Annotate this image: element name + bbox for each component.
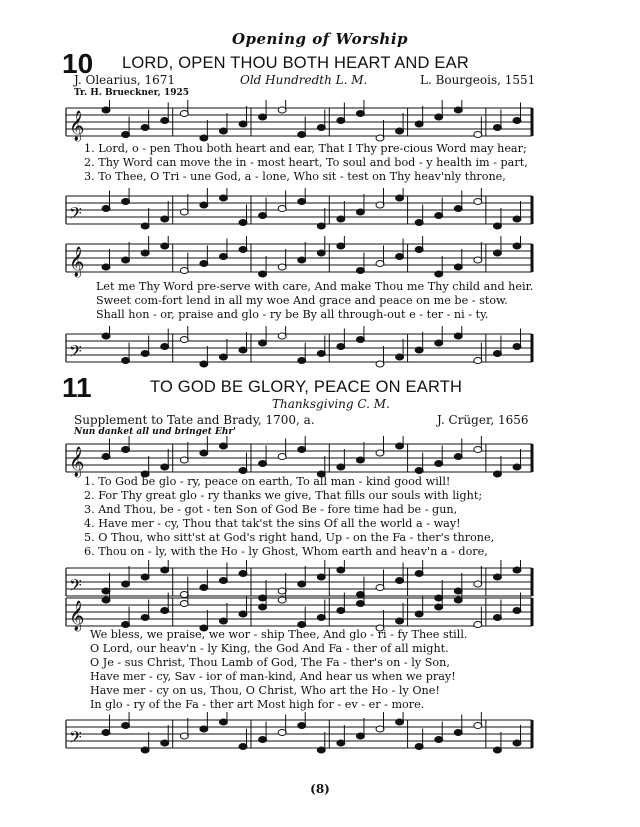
note [122, 622, 130, 628]
note [337, 567, 345, 573]
note [102, 597, 110, 603]
note [219, 354, 227, 360]
hymn-composer: J. Crüger, 1656 [437, 413, 529, 427]
note [219, 254, 227, 260]
hymn-translator: Tr. H. Brueckner, 1925 [74, 88, 190, 98]
note [259, 737, 267, 743]
note [200, 261, 208, 267]
treble-clef: 𝄞 [69, 111, 85, 141]
note [298, 358, 306, 364]
note [161, 567, 169, 573]
hymn-number: 10 [62, 48, 94, 79]
note [298, 581, 306, 587]
note [493, 574, 501, 580]
note [141, 250, 149, 256]
note [435, 271, 443, 277]
note [161, 118, 169, 124]
note [278, 597, 286, 603]
note [298, 199, 306, 205]
note [474, 723, 482, 729]
note [454, 264, 462, 270]
note [239, 220, 247, 226]
note [122, 199, 130, 205]
section-title: Opening of Worship [231, 30, 409, 48]
note [513, 740, 521, 746]
hymn-title: LORD, OPEN THOU BOTH HEART AND EAR [122, 54, 469, 72]
note [219, 618, 227, 624]
lyric-line: 6. Thou on - ly, with the Ho - ly Ghost, Whom earth and heav'n a - dore, [84, 545, 488, 558]
note [317, 223, 325, 229]
note [141, 747, 149, 753]
bass-clef: 𝄢 [69, 203, 82, 227]
staff-treble [0, 100, 640, 146]
note [259, 114, 267, 120]
note [415, 247, 423, 253]
note [102, 333, 110, 339]
note [474, 358, 482, 364]
note [259, 604, 267, 610]
note [435, 340, 443, 346]
note [513, 464, 521, 470]
note [474, 132, 482, 138]
note [102, 264, 110, 270]
note [278, 730, 286, 736]
note [161, 344, 169, 350]
note [122, 447, 130, 453]
note [474, 447, 482, 453]
staff-bass [0, 326, 640, 372]
hymn-title: TO GOD BE GLORY, PEACE ON EARTH [150, 378, 463, 396]
note [239, 121, 247, 127]
note [180, 601, 188, 607]
note [298, 132, 306, 138]
note [317, 351, 325, 357]
hymn-author: J. Olearius, 1671 [74, 73, 176, 87]
note [317, 615, 325, 621]
lyric-line: Have mer - cy, Sav - ior of man-kind, And hear us when we pray! [90, 670, 456, 683]
note [513, 243, 521, 249]
note [278, 333, 286, 339]
note [239, 744, 247, 750]
note [513, 567, 521, 573]
note [200, 202, 208, 208]
note [415, 744, 423, 750]
note [141, 574, 149, 580]
note [278, 107, 286, 113]
note [493, 250, 501, 256]
note [122, 132, 130, 138]
note [415, 571, 423, 577]
lyric-line: In glo - ry of the Fa - ther art Most high for - ev - er - more. [90, 698, 425, 711]
note [337, 118, 345, 124]
note [356, 111, 364, 117]
note [161, 243, 169, 249]
note [435, 213, 443, 219]
note [493, 351, 501, 357]
note [337, 464, 345, 470]
note [200, 135, 208, 141]
hymn-tune: Thanksgiving C. M. [272, 397, 390, 411]
note [122, 581, 130, 587]
note [376, 450, 384, 456]
note [200, 726, 208, 732]
note [200, 361, 208, 367]
note [239, 571, 247, 577]
note [337, 216, 345, 222]
note [337, 243, 345, 249]
note [278, 206, 286, 212]
note [259, 213, 267, 219]
note [102, 107, 110, 113]
note [493, 125, 501, 131]
lyric-line: 3. And Thou, be - got - ten Son of God Be - fore time had be - gun, [84, 503, 458, 516]
note [141, 125, 149, 131]
note [396, 128, 404, 134]
note [317, 574, 325, 580]
hymn-tune-note: Nun danket all und bringet Ehr' [74, 427, 236, 437]
lyric-line: We bless, we praise, we wor - ship Thee, And glo - ri - fy Thee still. [90, 628, 468, 641]
treble-clef: 𝄞 [69, 247, 85, 277]
note [298, 257, 306, 263]
hymn-author: Supplement to Tate and Brady, 1700, a. [74, 413, 315, 427]
note [513, 608, 521, 614]
note [180, 209, 188, 215]
note [298, 622, 306, 628]
note [102, 730, 110, 736]
note [513, 118, 521, 124]
note [415, 611, 423, 617]
note [513, 344, 521, 350]
note [493, 223, 501, 229]
note [415, 347, 423, 353]
note [356, 601, 364, 607]
note [454, 333, 462, 339]
note [337, 608, 345, 614]
note [356, 337, 364, 343]
note [180, 268, 188, 274]
note [317, 125, 325, 131]
note [376, 361, 384, 367]
note [122, 723, 130, 729]
note [337, 344, 345, 350]
note [493, 747, 501, 753]
note [239, 347, 247, 353]
note [474, 622, 482, 628]
note [493, 615, 501, 621]
note [356, 268, 364, 274]
note [259, 271, 267, 277]
note [454, 454, 462, 460]
note [161, 216, 169, 222]
note [161, 464, 169, 470]
note [122, 257, 130, 263]
note [356, 733, 364, 739]
lyric-line: 2. Thy Word can move the in - most heart, To soul and bod - y health im - part, [84, 156, 528, 169]
note [298, 447, 306, 453]
note [454, 597, 462, 603]
note [161, 740, 169, 746]
hymn-composer: L. Bourgeois, 1551 [420, 73, 536, 87]
note [396, 354, 404, 360]
note [396, 443, 404, 449]
note [102, 206, 110, 212]
note [259, 461, 267, 467]
lyric-line: O Lord, our heav'n - ly King, the God And Fa - ther of all might. [90, 642, 449, 655]
hymn-number: 11 [62, 372, 92, 403]
lyric-line: Let me Thy Word pre-serve with care, And make Thou me Thy child and heir. [96, 280, 534, 293]
note [415, 121, 423, 127]
note [396, 254, 404, 260]
note [102, 454, 110, 460]
note [239, 611, 247, 617]
note [356, 209, 364, 215]
treble-clef: 𝄞 [69, 447, 85, 477]
lyric-line: Sweet com-fort lend in all my woe And grace and peace on me be - stow. [96, 294, 508, 307]
note [513, 216, 521, 222]
note [219, 128, 227, 134]
note [376, 202, 384, 208]
note [415, 220, 423, 226]
note [356, 457, 364, 463]
note [161, 608, 169, 614]
note [376, 726, 384, 732]
lyric-line: 2. For Thy great glo - ry thanks we give, That fills our souls with light; [84, 489, 483, 502]
note [239, 468, 247, 474]
note [396, 719, 404, 725]
treble-clef: 𝄞 [69, 601, 85, 631]
bass-clef: 𝄢 [69, 341, 82, 365]
note [180, 111, 188, 117]
note [298, 723, 306, 729]
note [278, 454, 286, 460]
note [337, 740, 345, 746]
note [474, 257, 482, 263]
note [317, 747, 325, 753]
lyric-line: 1. Lord, o - pen Thou both heart and ear, That I Thy pre-cious Word may hear; [84, 142, 527, 155]
note [141, 223, 149, 229]
note [376, 135, 384, 141]
note [435, 114, 443, 120]
note [141, 615, 149, 621]
note [454, 107, 462, 113]
note [396, 618, 404, 624]
lyric-line: 1. To God be glo - ry, peace on earth, To all man - kind good will! [84, 475, 451, 488]
note [180, 457, 188, 463]
note [219, 443, 227, 449]
bass-clef: 𝄢 [69, 575, 82, 599]
note [219, 195, 227, 201]
note [396, 195, 404, 201]
lyric-line: Have mer - cy on us, Thou, O Christ, Who art the Ho - ly One! [90, 684, 440, 697]
note [141, 351, 149, 357]
note [454, 206, 462, 212]
bass-clef: 𝄢 [69, 727, 82, 751]
staff-bass [0, 712, 640, 758]
note [376, 261, 384, 267]
lyric-line: O Je - sus Christ, Thou Lamb of God, The Fa - ther's on - ly Son, [90, 656, 450, 669]
page-number: (8) [310, 782, 330, 796]
lyric-line: Shall hon - or, praise and glo - ry be By all through-out e - ter - ni - ty. [96, 308, 489, 321]
lyric-line: 3. To Thee, O Tri - une God, a - lone, Who sit - test on Thy heav'nly throne, [84, 170, 506, 183]
note [122, 358, 130, 364]
lyric-line: 4. Have mer - cy, Thou that tak'st the sins Of all the world a - way! [84, 517, 461, 530]
note [396, 578, 404, 584]
note [317, 250, 325, 256]
note [454, 730, 462, 736]
note [435, 604, 443, 610]
note [180, 337, 188, 343]
note [278, 264, 286, 270]
note [239, 247, 247, 253]
note [493, 471, 501, 477]
hymn-tune: Old Hundredth L. M. [240, 73, 368, 87]
note [200, 450, 208, 456]
note [219, 578, 227, 584]
note [474, 199, 482, 205]
note [219, 719, 227, 725]
note [180, 733, 188, 739]
lyric-line: 5. O Thou, who sitt'st at God's right hand, Up - on the Fa - ther's throne, [84, 531, 495, 544]
staff-treble [0, 236, 640, 282]
note [435, 461, 443, 467]
note [474, 581, 482, 587]
note [415, 468, 423, 474]
note [435, 737, 443, 743]
staff-bass [0, 188, 640, 234]
note [259, 340, 267, 346]
